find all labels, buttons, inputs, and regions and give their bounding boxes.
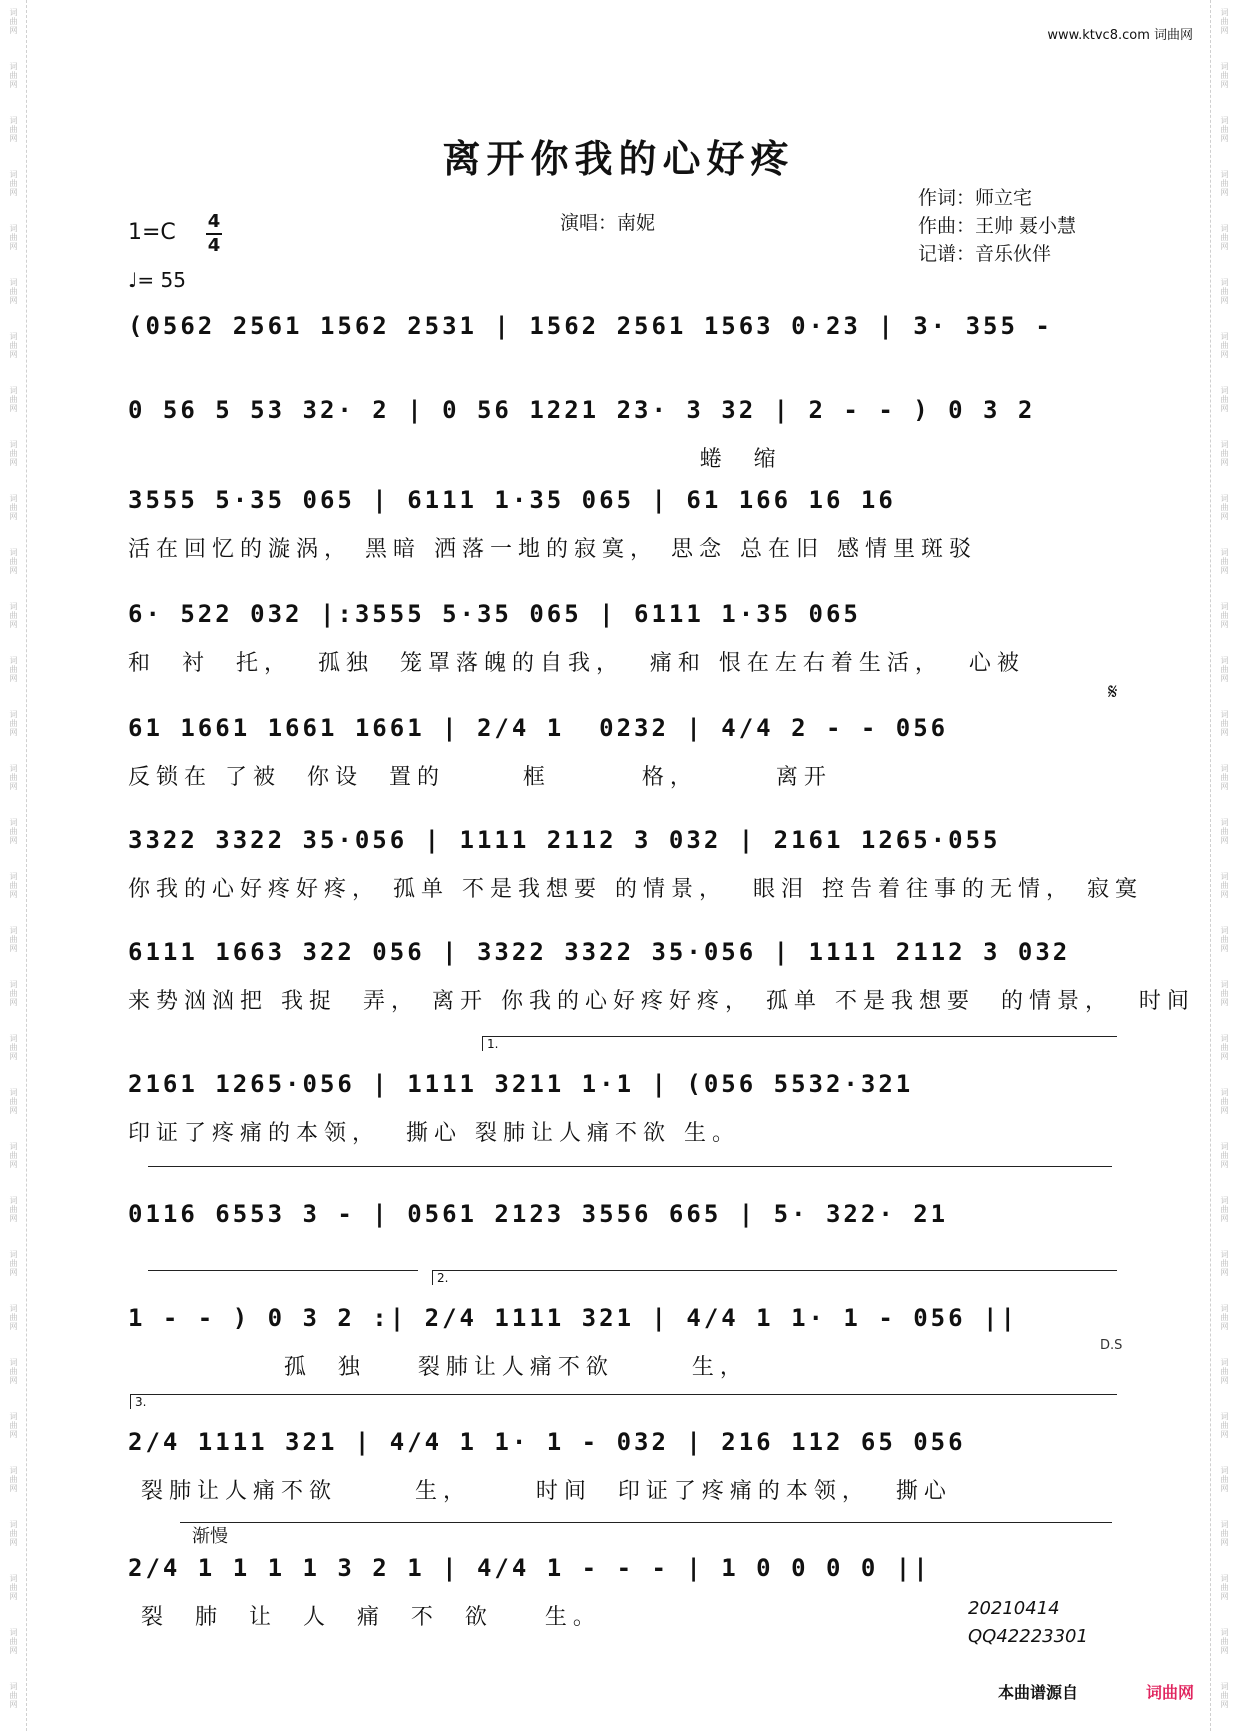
song-title: 离开你我的心好疼: [442, 136, 795, 181]
watermark-text: 词曲网: [1220, 332, 1229, 359]
watermark-text: 词曲网: [1220, 1088, 1229, 1115]
watermark-text: 词曲网: [9, 1520, 18, 1547]
segno-icon: 𝄋: [1108, 680, 1118, 705]
watermark-text: 词曲网: [1220, 494, 1229, 521]
date-stamp: 20210414: [968, 1598, 1060, 1619]
score-row-11-lyrics: 裂肺让人痛不欲 生， 时间 印证了疼痛的本领， 撕心: [128, 1479, 952, 1504]
watermark-text: 词曲网: [1220, 980, 1229, 1007]
ending-line: [148, 1166, 1112, 1167]
watermark-text: 词曲网: [9, 224, 18, 251]
watermark-text: 词曲网: [1220, 1196, 1229, 1223]
transcriber: 记谱：音乐伙伴: [918, 243, 1052, 265]
watermark-text: 词曲网: [1220, 602, 1229, 629]
watermark-text: 词曲网: [9, 872, 18, 899]
time-signature: [206, 212, 222, 256]
watermark-text: 词曲网: [9, 1358, 18, 1385]
site-url[interactable]: www.ktvc8.com 词曲网: [1047, 28, 1193, 43]
time-sig-top: 4: [207, 211, 221, 232]
watermark-text: 词曲网: [1220, 440, 1229, 467]
watermark-text: 词曲网: [1220, 116, 1229, 143]
watermark-text: 词曲网: [1220, 1250, 1229, 1277]
watermark-text: 词曲网: [1220, 1304, 1229, 1331]
watermark-text: 词曲网: [9, 494, 18, 521]
watermark-text: 词曲网: [9, 8, 18, 35]
score-row-1-notes: (0562 2561 1562 2531 | 1562 2561 1563 0·23 | 3· 355 -: [128, 312, 1053, 340]
brand-link[interactable]: 词曲网: [1146, 1683, 1195, 1702]
watermark-text: 词曲网: [1220, 764, 1229, 791]
key-signature: 1=C: [128, 220, 176, 245]
ending-line-2: [148, 1270, 418, 1271]
watermark-text: 词曲网: [1220, 1358, 1229, 1385]
watermark-text: 词曲网: [9, 1466, 18, 1493]
score-row-5-notes: 61 1661 1661 1661 | 2/4 1 0232 | 4/4 2 - - 056: [128, 714, 949, 742]
watermark-text: 词曲网: [1220, 656, 1229, 683]
watermark-text: 词曲网: [1220, 1628, 1229, 1655]
watermark-text: 词曲网: [9, 1574, 18, 1601]
watermark-text: 词曲网: [9, 710, 18, 737]
score-row-7-notes: 6111 1663 322 056 | 3322 3322 35·056 | 1111 2112 3 032: [128, 938, 1071, 966]
watermark-text: 词曲网: [9, 170, 18, 197]
ending-line-3: [180, 1522, 1112, 1523]
watermark-text: 词曲网: [1220, 1466, 1229, 1493]
watermark-text: 词曲网: [1220, 872, 1229, 899]
score-row-9-notes: 0116 6553 3 - | 0561 2123 3556 665 | 5· 322· 21: [128, 1200, 949, 1228]
watermark-text: 词曲网: [1220, 1142, 1229, 1169]
watermark-text: 词曲网: [1220, 386, 1229, 413]
score-row-6-lyrics: 你我的心好疼好疼， 孤单 不是我想要 的情景， 眼泪 控告着往事的无情， 寂寞: [128, 877, 1143, 902]
watermark-text: 词曲网: [1220, 1412, 1229, 1439]
watermark-text: 词曲网: [9, 548, 18, 575]
ritardando-mark: 渐慢: [192, 1526, 228, 1547]
score-row-10-lyrics: 孤 独 裂肺让人痛不欲 生，: [128, 1355, 748, 1380]
watermark-text: 词曲网: [1220, 710, 1229, 737]
watermark-text: 词曲网: [9, 62, 18, 89]
watermark-text: 词曲网: [1220, 1034, 1229, 1061]
watermark-text: 词曲网: [9, 1250, 18, 1277]
watermark-text: 词曲网: [1220, 170, 1229, 197]
watermark-text: 词曲网: [9, 1682, 18, 1709]
score-row-11-notes: 2/4 1111 321 | 4/4 1 1· 1 - 032 | 216 112 65 056: [128, 1428, 966, 1456]
right-watermark-strip: [1210, 0, 1237, 1731]
score-row-8-notes: 2161 1265·056 | 1111 3211 1·1 | (056 5532·321: [128, 1070, 914, 1098]
watermark-text: 词曲网: [1220, 1520, 1229, 1547]
score-row-6-notes: 3322 3322 35·056 | 1111 2112 3 032 | 2161 1265·055: [128, 826, 1001, 854]
score-row-7-lyrics: 来势汹汹把 我捉 弄， 离开 你我的心好疼好疼， 孤单 不是我想要 的情景， 时间: [128, 989, 1195, 1014]
score-row-10-notes: 1 - - ) 0 3 2 :| 2/4 1111 321 | 4/4 1 1· 1 - 056 ||: [128, 1304, 1018, 1332]
score-row-2-notes: 0 56 5 53 32· 2 | 0 56 1221 23· 3 32 | 2 - - ) 0 3 2: [128, 396, 1036, 424]
score-row-12-lyrics: 裂 肺 让 人 痛 不 欲 生。: [128, 1605, 601, 1630]
watermark-text: 词曲网: [1220, 278, 1229, 305]
score-row-2-lyrics: 蜷 缩: [128, 447, 782, 472]
watermark-text: 词曲网: [9, 602, 18, 629]
watermark-text: 词曲网: [1220, 62, 1229, 89]
credits: [918, 184, 1076, 268]
lyricist: 作词：师立宅: [918, 187, 1033, 209]
left-watermark-strip: [0, 0, 27, 1731]
score-row-4-notes: 6· 522 032 |:3555 5·35 065 | 6111 1·35 065: [128, 600, 861, 628]
time-sig-bottom: 4: [207, 235, 221, 256]
composer: 作曲：王帅 聂小慧: [918, 215, 1077, 237]
score-row-4-lyrics: 和 衬 托， 孤独 笼罩落魄的自我， 痛和 恨在左右着生活， 心被: [128, 651, 1025, 676]
watermark-text: 词曲网: [1220, 8, 1229, 35]
qq-number: QQ42223301: [968, 1626, 1088, 1647]
score-row-3-lyrics: 活在回忆的漩涡， 黑暗 洒落一地的寂寞， 思念 总在旧 感情里斑驳: [128, 537, 977, 562]
score-row-8-lyrics: 印证了疼痛的本领， 撕心 裂肺让人痛不欲 生。: [128, 1121, 740, 1146]
watermark-text: 词曲网: [9, 980, 18, 1007]
watermark-text: 词曲网: [1220, 1574, 1229, 1601]
watermark-text: 词曲网: [9, 1628, 18, 1655]
watermark-text: 词曲网: [9, 386, 18, 413]
ending-1: 1.: [482, 1036, 1117, 1051]
tempo-mark: ♩= 55: [128, 268, 186, 292]
watermark-text: 词曲网: [9, 926, 18, 953]
watermark-text: 词曲网: [9, 1088, 18, 1115]
score-row-12-notes: 2/4 1 1 1 1 3 2 1 | 4/4 1 - - - | 1 0 0 0 0 ||: [128, 1554, 931, 1582]
score-row-3-notes: 3555 5·35 065 | 6111 1·35 065 | 61 166 16 16: [128, 486, 896, 514]
ds-mark: D.S: [1100, 1338, 1123, 1353]
source-label: 本曲谱源自: [998, 1683, 1079, 1702]
watermark-text: 词曲网: [9, 332, 18, 359]
watermark-text: 词曲网: [9, 1412, 18, 1439]
watermark-text: 词曲网: [9, 656, 18, 683]
watermark-text: 词曲网: [9, 440, 18, 467]
watermark-text: 词曲网: [9, 818, 18, 845]
ending-3: 3.: [130, 1394, 1117, 1409]
watermark-text: 词曲网: [1220, 926, 1229, 953]
ending-2: 2.: [432, 1270, 1117, 1285]
watermark-text: 词曲网: [9, 1196, 18, 1223]
watermark-text: 词曲网: [9, 764, 18, 791]
singer: 演唱：南妮: [560, 212, 656, 234]
watermark-text: 词曲网: [9, 1304, 18, 1331]
watermark-text: 词曲网: [9, 278, 18, 305]
score-row-5-lyrics: 反锁在 了被 你设 置的 框 格， 离开: [128, 765, 832, 790]
watermark-text: 词曲网: [9, 1142, 18, 1169]
watermark-text: 词曲网: [9, 1034, 18, 1061]
watermark-text: 词曲网: [9, 116, 18, 143]
watermark-text: 词曲网: [1220, 224, 1229, 251]
watermark-text: 词曲网: [1220, 1682, 1229, 1709]
watermark-text: 词曲网: [1220, 818, 1229, 845]
watermark-text: 词曲网: [1220, 548, 1229, 575]
